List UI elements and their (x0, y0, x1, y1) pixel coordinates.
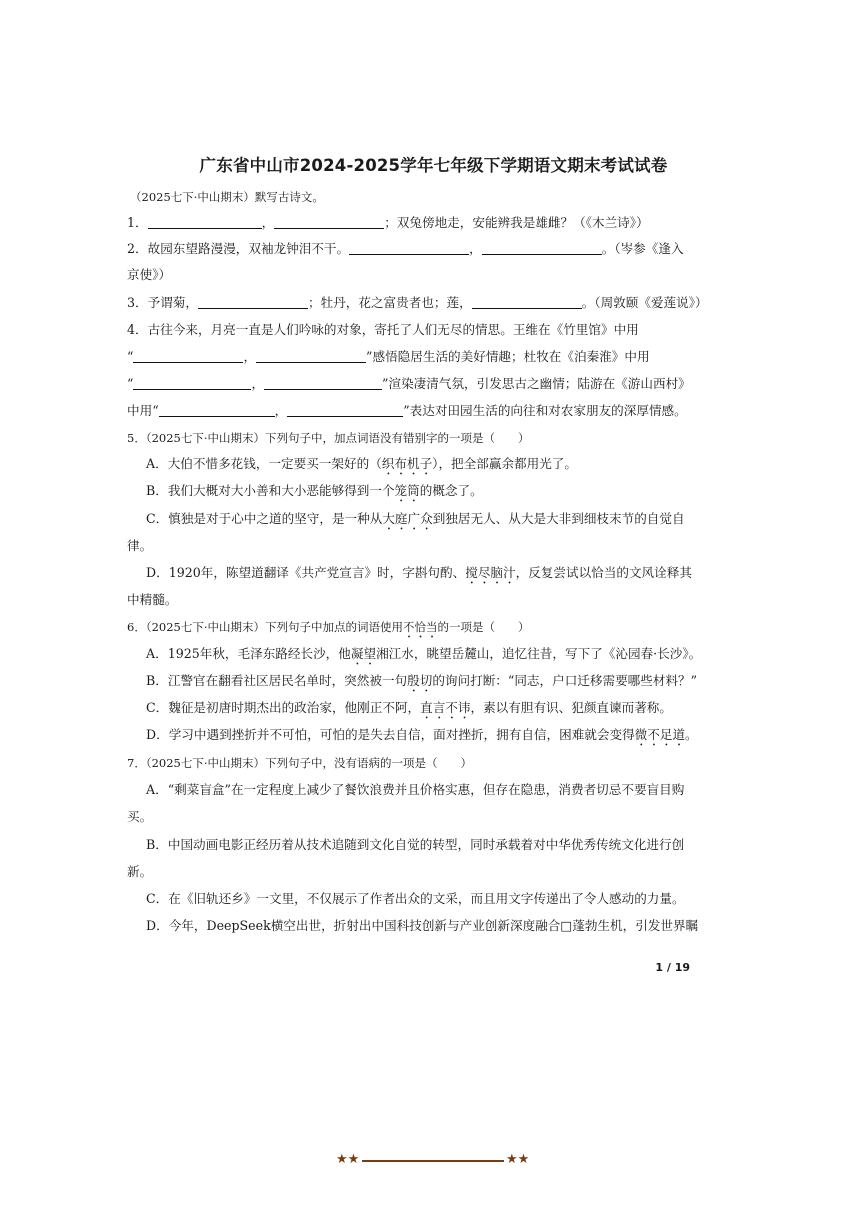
answer-blank[interactable] (472, 295, 582, 309)
option-5d-cont: 中精髓。 (127, 592, 178, 607)
option-5c[interactable]: C．慎独是对于心中之道的坚守，是一种从大庭广众到独居无人、从大是大非到细枝末节的自觉自 (146, 511, 685, 526)
answer-blank[interactable] (349, 241, 469, 255)
option-7d[interactable]: D．今年，DeepSeek横空出世，折射出中国科技创新与产业创新深度融合□蓬勃生机，引发世界瞩 (146, 918, 699, 933)
option-5a[interactable]: A．大伯不惜多花钱，一定要买一架好的（织布机子），把全部赢余都用光了。 (146, 456, 577, 471)
answer-blank[interactable] (264, 376, 382, 390)
option-6a[interactable]: A．1925年秋，毛泽东路经长沙，他凝望湘江水，眺望岳麓山，追忆往昔，写下了《沁园春·长沙》。 (146, 646, 702, 661)
exam-title: 广东省中山市2024-2025学年七年级下学期语文期末考试试卷 (199, 156, 668, 175)
question-2: 2．故园东望路漫漫，双袖龙钟泪不干。 ， 。（岑参《逢入 (127, 241, 684, 256)
answer-blank[interactable] (148, 215, 262, 229)
option-6d[interactable]: D．学习中遇到挫折并不可怕，可怕的是失去自信，面对挫折，拥有自信，困难就会变得微不足道。 (146, 727, 698, 742)
question-1: 1． ， ；双兔傍地走，安能辨我是雄雌？（《木兰诗》） (127, 215, 649, 230)
option-5d[interactable]: D．1920年，陈望道翻译《共产党宣言》时，字斟句酌、搅尽脑汁，反复尝试以恰当的文风诠释其 (146, 565, 692, 580)
question-7: 7．（2025七下·中山期末）下列句子中，没有语病的一项是（ ） (127, 756, 472, 770)
answer-blank[interactable] (256, 349, 366, 363)
option-6b[interactable]: B．江警官在翻看社区居民名单时，突然被一句殷切的询问打断：“同志，户口迁移需要哪些材料？” (146, 673, 698, 688)
page-number: 1 / 19 (655, 961, 690, 974)
answer-blank[interactable] (274, 215, 384, 229)
question-4-line-3: “ ， ”渲染凄清气氛，引发思古之幽情；陆游在《游山西村》 (127, 376, 691, 391)
option-5c-cont: 律。 (127, 538, 153, 553)
question-3: 3．予谓菊， ；牡丹，花之富贵者也；莲， 。（周敦颐《爱莲说》） (127, 295, 708, 310)
question-4: 4．古往今来，月亮一直是人们吟咏的对象，寄托了人们无尽的情思。王维在《竹里馆》中用 (127, 322, 639, 337)
question-2-cont: 京使》） (127, 267, 172, 282)
option-7a-cont: 买。 (127, 809, 153, 824)
section-intro: （2025七下·中山期末）默写古诗文。 (130, 190, 324, 204)
answer-blank[interactable] (133, 376, 251, 390)
question-4-line-2: “ ， ”感悟隐居生活的美好情趣；杜牧在《泊秦淮》中用 (127, 349, 650, 364)
question-4-line-4: 中用“ ， ”表达对田园生活的向往和对农家朋友的深厚情感。 (127, 403, 687, 418)
answer-blank[interactable] (159, 403, 275, 417)
answer-blank[interactable] (482, 241, 602, 255)
answer-blank[interactable] (287, 403, 403, 417)
option-7a[interactable]: A．“剩菜盲盒”在一定程度上减少了餐饮浪费并且价格实惠，但存在隐患，消费者切忌不要盲目购 (146, 782, 685, 797)
option-7b[interactable]: B．中国动画电影正经历着从技术追随到文化自觉的转型，同时承载着对中华优秀传统文化进行创 (146, 837, 685, 852)
option-5b[interactable]: B．我们大概对大小善和大小恶能够得到一个笼筒的概念了。 (146, 483, 483, 498)
footer-divider (362, 1160, 504, 1162)
answer-blank[interactable] (133, 349, 243, 363)
option-7b-cont: 新。 (127, 864, 153, 879)
question-5: 5．（2025七下·中山期末）下列句子中，加点词语没有错别字的一项是（ ） (127, 431, 530, 445)
question-6: 6．（2025七下·中山期末）下列句子中加点的词语使用不恰当的一项是（ ） (127, 620, 530, 634)
answer-blank[interactable] (198, 295, 308, 309)
star-icon: ★★ (336, 1152, 360, 1167)
star-icon: ★★ (506, 1152, 530, 1167)
footer-ornament (336, 1150, 532, 1170)
option-7c[interactable]: C．在《旧轨还乡》一文里，不仅展示了作者出众的文采，而且用文字传递出了令人感动的力量。 (146, 891, 685, 906)
option-6c[interactable]: C．魏征是初唐时期杰出的政治家，他刚正不阿，直言不讳，素以有胆有识、犯颜直谏而著称。 (146, 700, 672, 715)
